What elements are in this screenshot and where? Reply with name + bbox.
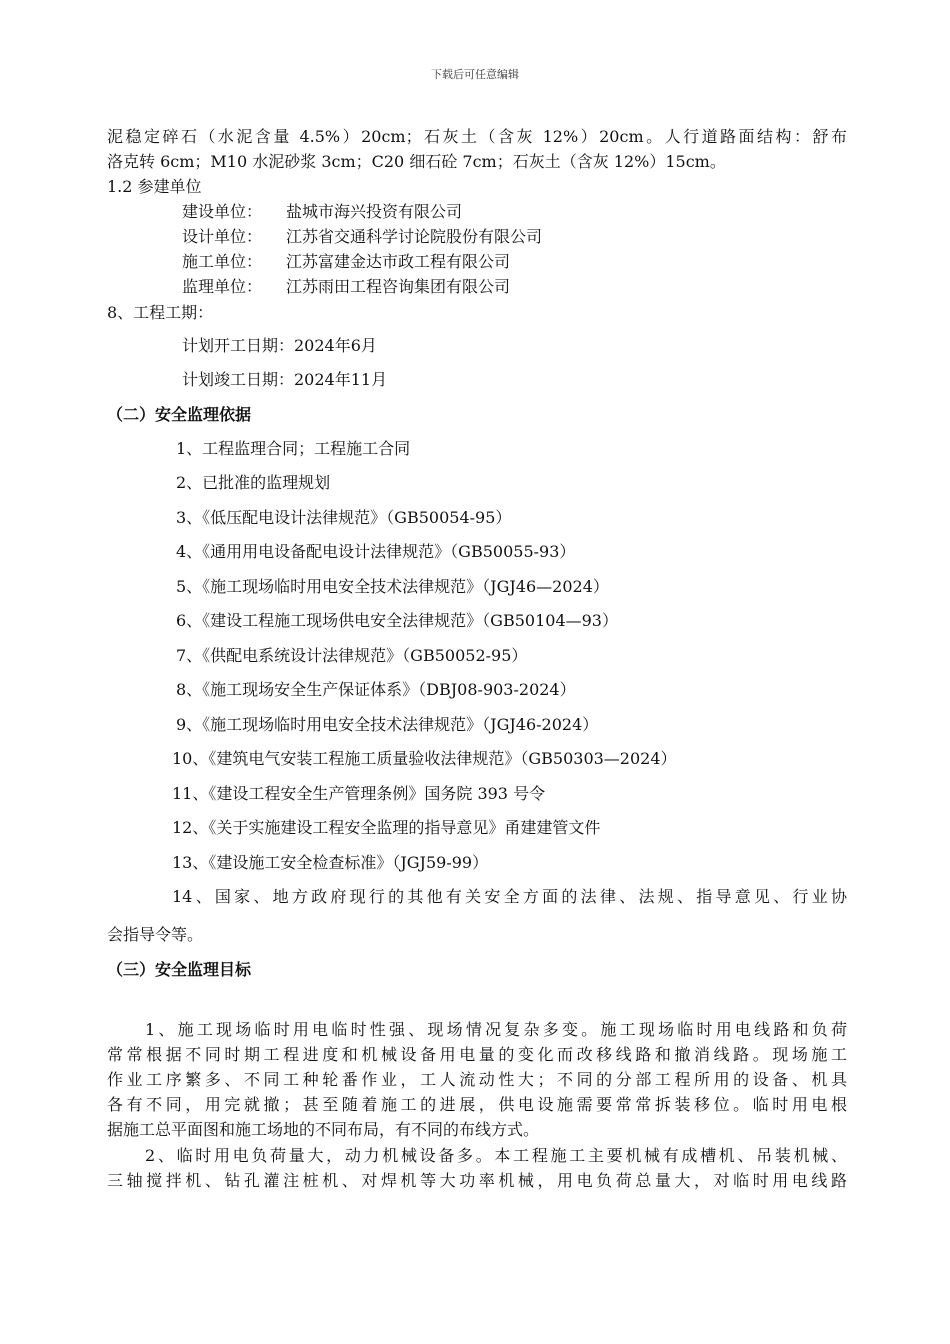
participant-row bbox=[182, 201, 462, 223]
participant-row bbox=[182, 251, 510, 273]
participants-heading: 1.2 参建单位 bbox=[107, 177, 202, 196]
basis-item: 5、《施工现场临时用电安全技术法律规范》（JGJ46—2024） bbox=[176, 577, 609, 596]
basis-item: 4、《通用用电设备配电设计法律规范》（GB50055-93） bbox=[176, 542, 576, 561]
basis-item: 8、《施工现场安全生产保证体系》（DBJ08-903-2024） bbox=[176, 680, 576, 699]
basis-item: 10、《建筑电气安装工程施工质量验收法律规范》（GB50303—2024） bbox=[172, 749, 677, 768]
basis-item: 6、《建设工程施工现场供电安全法律规范》（GB50104—93） bbox=[176, 611, 618, 630]
basis-item: 7、《供配电系统设计法律规范》（GB50052-95） bbox=[176, 646, 528, 665]
basis-item: 12、《关于实施建设工程安全监理的指导意见》甬建建管文件 bbox=[172, 818, 601, 837]
basis-item: 3、《低压配电设计法律规范》（GB50054-95） bbox=[176, 508, 512, 527]
goals-paragraph-1-line: 常常根据不同时期工程进度和机械设备用电量的变化而改移线路和撤消线路。现场施工 bbox=[107, 1045, 847, 1064]
participant-row bbox=[182, 226, 542, 248]
participant-value: 盐城市海兴投资有限公司 bbox=[286, 202, 463, 221]
participant-value: 江苏省交通科学讨论院股份有限公司 bbox=[286, 227, 543, 246]
participant-value: 江苏雨田工程咨询集团有限公司 bbox=[286, 277, 511, 296]
basis-item-14-line-2: 会指导令等。 bbox=[107, 925, 204, 944]
goals-heading: （三）安全监理目标 bbox=[107, 960, 252, 979]
schedule-start: 计划开工日期：2024年6月 bbox=[182, 336, 377, 355]
intro-line-2: 洛克转 6cm；M10 水泥砂浆 3cm；C20 细石砼 7cm；石灰土（含灰 12%）15cm。 bbox=[107, 152, 726, 171]
goals-paragraph-2-line: 三轴搅拌机、钻孔灌注桩机、对焊机等大功率机械，用电负荷总量大，对临时用电线路 bbox=[107, 1171, 847, 1190]
basis-item: 11、《建设工程安全生产管理条例》国务院 393 号令 bbox=[172, 784, 546, 803]
schedule-end: 计划竣工日期：2024年11月 bbox=[182, 370, 388, 389]
participant-label: 监理单位： bbox=[182, 277, 263, 296]
intro-line-1: 泥稳定碎石（水泥含量 4.5%）20cm；石灰土（含灰 12%）20cm。人行道路面结构：舒布 bbox=[107, 127, 847, 146]
participant-value: 江苏富建金达市政工程有限公司 bbox=[286, 252, 511, 271]
goals-paragraph-1-line: 据施工总平面图和施工场地的不同布局，有不同的布线方式。 bbox=[107, 1120, 540, 1139]
schedule-heading: 8、工程工期： bbox=[107, 303, 214, 322]
goals-paragraph-1-line: 1、施工现场临时用电临时性强、现场情况复杂多变。施工现场临时用电线路和负荷 bbox=[145, 1020, 847, 1039]
participant-row bbox=[182, 276, 510, 298]
participant-label: 建设单位： bbox=[182, 202, 263, 221]
basis-item: 2、已批准的监理规划 bbox=[176, 473, 331, 492]
goals-paragraph-1-line: 各有不同，用完就撤；甚至随着施工的进展，供电设施需要常常拆装移位。临时用电根 bbox=[107, 1095, 847, 1114]
goals-paragraph-2-line: 2、临时用电负荷量大，动力机械设备多。本工程施工主要机械有成槽机、吊装机械、 bbox=[145, 1146, 847, 1165]
basis-item: 13、《建设施工安全检查标准》（JGJ59-99） bbox=[172, 853, 489, 872]
participant-label: 设计单位： bbox=[182, 227, 263, 246]
basis-heading: （二）安全监理依据 bbox=[107, 405, 252, 424]
header-note: 下载后可任意编辑 bbox=[431, 68, 519, 81]
basis-item: 1、工程监理合同；工程施工合同 bbox=[176, 439, 411, 458]
basis-item-14-line-1: 14、国家、地方政府现行的其他有关安全方面的法律、法规、指导意见、行业协 bbox=[172, 887, 847, 906]
basis-item: 9、《施工现场临时用电安全技术法律规范》（JGJ46-2024） bbox=[176, 715, 599, 734]
participant-label: 施工单位： bbox=[182, 252, 263, 271]
goals-paragraph-1-line: 作业工序繁多、不同工种轮番作业，工人流动性大；不同的分部工程所用的设备、机具 bbox=[107, 1070, 847, 1089]
